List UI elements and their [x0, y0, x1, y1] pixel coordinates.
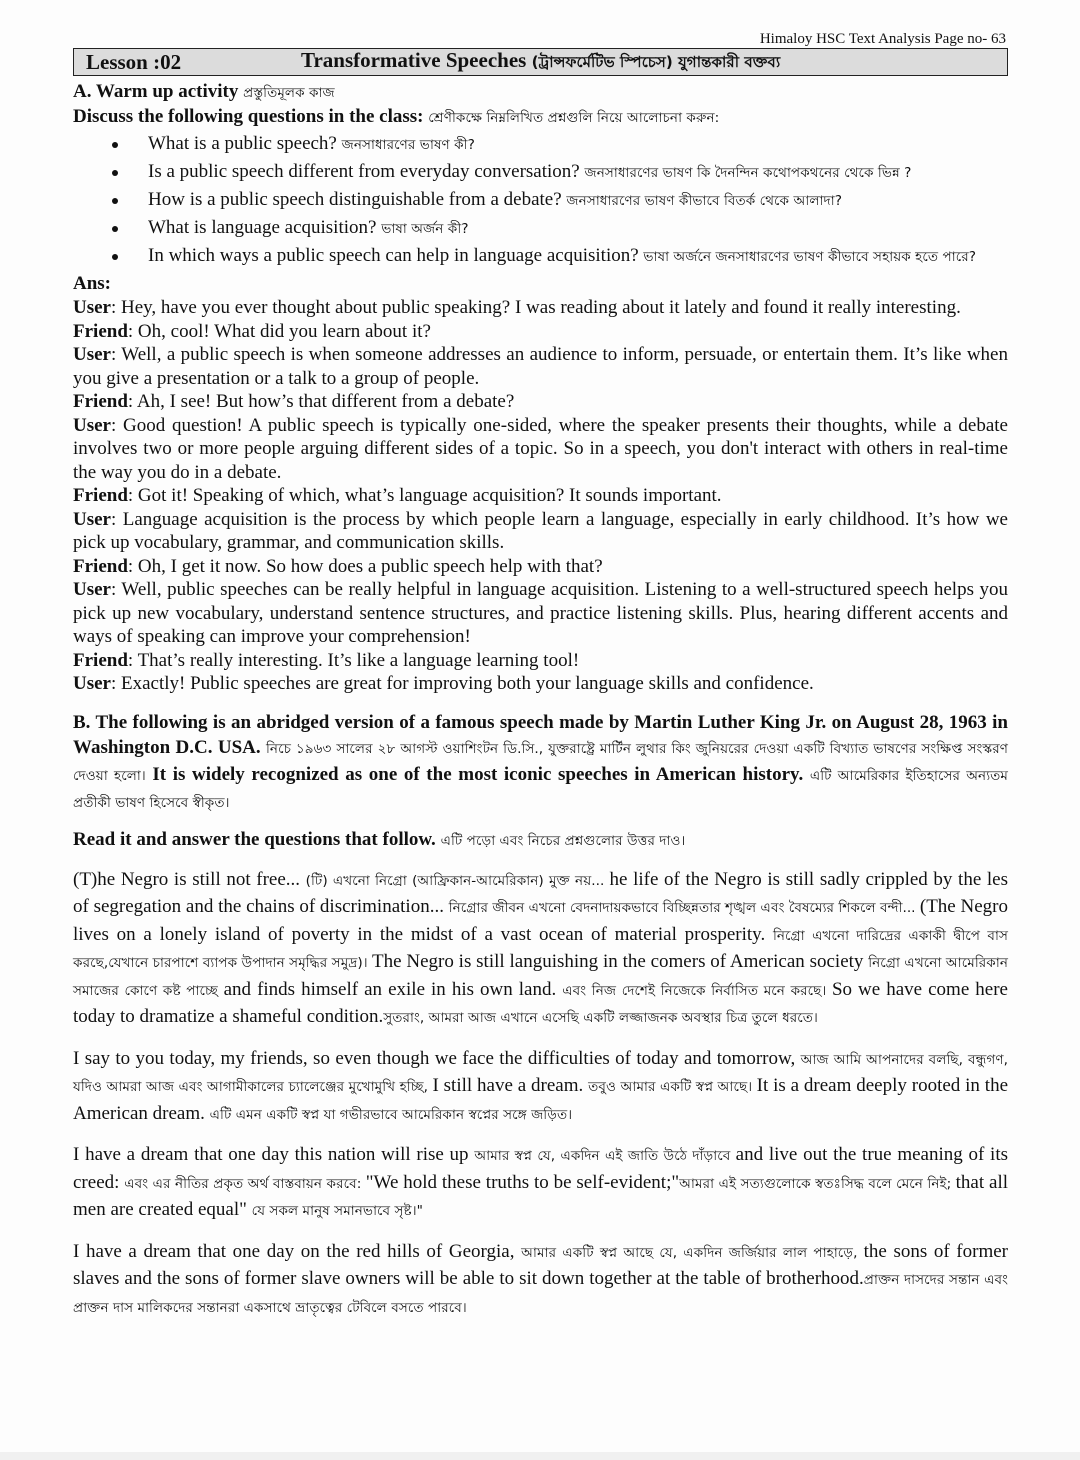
- dialogue-line: [73, 555, 1008, 579]
- speech-text-en: I say to you today, my friends, so even though we face the difficulties of today and tomorrow,: [73, 1047, 801, 1069]
- speech-text-bn: নিগ্রোর জীবন এখনো বেদনাদায়কভাবে বিচ্ছিন্নতার শৃঙ্খল এবং বৈষম্যের শিকলে বন্দী...: [448, 900, 920, 916]
- question-en: What is a public speech?: [148, 133, 337, 154]
- speaker-name: Friend: [73, 649, 128, 671]
- speech-text-en: and finds himself an exile in his own land.: [223, 978, 563, 1000]
- dialogue-line: [73, 484, 1008, 508]
- section-b-intro-bn-2: এটি আমেরিকার ইতিহাসের অন্যতম প্রতীকী ভাষণ হিসেবে স্বীকৃত।: [73, 767, 1009, 811]
- discuss-instruction-en: Discuss the following questions in the class:: [73, 106, 424, 127]
- question-item: [73, 244, 1008, 269]
- section-b-intro-en-1: B. The following is an abridged version of a famous speech made by Martin Luther King Jr. on August 28, 1963 in Washington D.C. USA.: [73, 711, 1008, 758]
- dialogue-line: [73, 508, 1008, 555]
- speech-text-en: I have a dream that one day this nation will rise up: [73, 1144, 475, 1165]
- speech-text-en: I have a dream that one day on the red hills of Georgia,: [73, 1240, 522, 1262]
- speech-text-bn: (টি) এখনো নিগ্রো (আফ্রিকান-আমেরিকান) মুক্ত নয়...: [305, 872, 610, 889]
- dialogue-text: : Oh, cool! What did you learn about it?: [127, 320, 431, 342]
- section-a-heading-bn: প্রস্তুতিমূলক কাজ: [243, 85, 335, 101]
- speaker-name: User: [73, 297, 111, 318]
- speech-text-bn: সুতরাং, আমরা আজ এখানে এসেছি একটি লজ্জাজনক অবস্থার চিত্র তুলে ধরতে।: [383, 1010, 818, 1026]
- section-b-intro-en-2: It is widely recognized as one of the most iconic speeches in American history.: [152, 763, 804, 785]
- speaker-name: User: [73, 673, 111, 694]
- lesson-title: [301, 48, 780, 76]
- speech-text-en: (The Negro lives on a lonely island of poverty in the midst of a vast ocean of material prosperity.: [73, 896, 1008, 945]
- question-bn: ভাষা অর্জনে জনসাধারণের ভাষণ কীভাবে সহায়ক হতে পারে?: [643, 249, 976, 265]
- question-bn: ভাষা অর্জন কী?: [381, 221, 469, 237]
- bullet-icon: [112, 142, 118, 148]
- question-item: [73, 132, 1008, 157]
- question-en: How is a public speech distinguishable from a debate?: [148, 189, 562, 210]
- question-list: [73, 132, 1008, 269]
- lesson-title-bn: (ট্রান্সফর্মেটিভ স্পিচেস) যুগান্তকারী বক্তব্য: [531, 53, 781, 71]
- speaker-name: User: [73, 344, 111, 365]
- speech-text-bn: আমার একটি স্বপ্ন আছে যে, একদিন জর্জিয়ার লাল পাহাড়ে,: [521, 1244, 864, 1261]
- bullet-icon: [112, 226, 118, 232]
- speech-text-en: "We hold these truths to be self-evident;": [365, 1171, 680, 1193]
- bullet-icon: [112, 254, 118, 260]
- speech-paragraph: [73, 1142, 1008, 1225]
- speech-text-bn: প্রাক্তন দাসদের সন্তান এবং প্রাক্তন দাস মালিকদের সন্তানরা একসাথে ভ্রাতৃত্বের টেবিলে বসতে পারবে।: [73, 1272, 1009, 1316]
- question-item: [73, 216, 1008, 241]
- speech-text-bn: আজ আমি আপনাদের বলছি, বন্ধুগণ, যদিও আমরা আজ এবং আগামীকালের চ্যালেঞ্জের মুখোমুখি হচ্ছি,: [73, 1051, 1008, 1095]
- speaker-name: User: [73, 579, 111, 600]
- speech-text-bn: তবুও আমার একটি স্বপ্ন আছে।: [588, 1079, 757, 1095]
- speech-text-bn: নিগ্রো এখনো দারিদ্রের একাকী দ্বীপে বাস করছে,যেখানে চারপাশে ব্যাপক উপাদান সমৃদ্ধির সমুদ্র)।: [73, 927, 1008, 971]
- question-en: What is language acquisition?: [148, 217, 377, 238]
- dialogue-line: [73, 649, 1008, 673]
- lesson-number: Lesson :02: [86, 49, 182, 74]
- dialogue-line: [73, 578, 1008, 649]
- dialogue-text: : Well, a public speech is when someone addresses an audience to inform, persuade, or entertain them. It’s like when you give a presentation or a talk to a group of people.: [73, 344, 1008, 389]
- section-speech-intro: [73, 710, 1008, 816]
- speech-text: [73, 867, 1008, 1322]
- speech-text-bn: নিগ্রো এখনো আমেরিকান সমাজের কোণে কষ্ট পাচ্ছে: [73, 955, 1008, 999]
- question-bn: জনসাধারণের ভাষণ কী?: [341, 137, 475, 153]
- read-instruction: [73, 828, 1008, 853]
- speech-text-bn: আমরা এই সত্যগুলোকে স্বতঃসিদ্ধ বলে মেনে নিই;: [679, 1175, 956, 1192]
- speech-text-en: (T)he Negro is still not free...: [73, 868, 306, 890]
- speech-text-en: and live out the true meaning of its creed:: [73, 1144, 1009, 1193]
- dialogue-text: : Got it! Speaking of which, what’s language acquisition? It sounds important.: [127, 485, 722, 506]
- dialogue-line: [73, 320, 1008, 344]
- dialogue-text: : Good question! A public speech is typically one-sided, where the speaker presents their thoughts, while a debate involves two or more people arguing different sides of a topic. So in a speech, you don't interact with others in real-time the way you do in a debate.: [73, 414, 1008, 483]
- dialogue-line: [73, 343, 1008, 390]
- bottom-edge: [0, 1452, 1080, 1460]
- discuss-instruction: [73, 105, 1008, 130]
- discuss-instruction-bn: শ্রেণীকক্ষে নিম্নলিখিত প্রশ্নগুলি নিয়ে আলোচনা করুন:: [428, 110, 720, 126]
- speech-text-en: the sons of former slaves and the sons of former slave owners will be able to sit down together at the table of brotherhood.: [73, 1240, 1008, 1289]
- dialogue-line: [73, 672, 1008, 696]
- dialogue-line: [73, 414, 1008, 485]
- running-head: Himaloy HSC Text Analysis Page no- 63: [759, 31, 1006, 47]
- section-b-intro-bn-1: নিচে ১৯৬৩ সালের ২৮ আগস্ট ওয়াশিংটন ডি.সি., যুক্তরাষ্ট্রে মার্টিন লুথার কিং জুনিয়রের দেওয়া একটি বিখ্যাত ভাষণের সংক্ষিপ্ত সংস্করণ দেওয়া হলো।: [73, 740, 1009, 784]
- speaker-name: User: [73, 508, 111, 530]
- question-en: Is a public speech different from everyday conversation?: [148, 161, 580, 182]
- speaker-name: Friend: [73, 555, 128, 577]
- section-warm-up: [73, 80, 1008, 696]
- speech-text-en: The Negro is still languishing in the comers of American society: [372, 951, 869, 972]
- speech-text-en: he life of the Negro is still sadly crippled by the les of segregation and the chains of discrimination...: [73, 868, 1008, 917]
- dialogue-line: [73, 390, 1008, 414]
- document-page: [73, 30, 1008, 1321]
- section-a-heading-en: A. Warm up activity: [73, 81, 239, 102]
- answer-label: Ans:: [73, 273, 112, 294]
- dialogue: [73, 296, 1008, 696]
- speaker-name: Friend: [73, 320, 128, 342]
- dialogue-text: : Exactly! Public speeches are great for improving both your language skills and confidence.: [110, 673, 814, 694]
- speech-text-bn: এটি এমন একটি স্বপ্ন যা গভীরভাবে আমেরিকান স্বপ্নের সঙ্গে জড়িত।: [209, 1106, 573, 1123]
- read-instruction-bn: এটি পড়ো এবং নিচের প্রশ্নগুলোর উত্তর দাও।: [440, 832, 686, 849]
- bullet-icon: [112, 170, 118, 176]
- speech-paragraph: [73, 1046, 1008, 1129]
- read-instruction-en: Read it and answer the questions that follow.: [73, 828, 436, 850]
- speaker-name: Friend: [73, 485, 128, 506]
- bullet-icon: [112, 198, 118, 204]
- speech-text-en: that all men are created equal": [73, 1171, 1009, 1220]
- speech-text-bn: এবং নিজ দেশেই নিজেকে নির্বাসিত মনে করছে।: [562, 982, 832, 999]
- speech-paragraph: [73, 867, 1008, 1032]
- dialogue-text: : Well, public speeches can be really helpful in language acquisition. Listening to a well-structured speech helps you pick up new vocabulary, understand sentence structures, and practice listening skills. Plus, hearing different accents and ways of speaking can improve your comprehension!: [73, 579, 1008, 647]
- dialogue-line: [73, 296, 1008, 320]
- question-en: In which ways a public speech can help in language acquisition?: [148, 245, 639, 266]
- speech-text-bn: আমার স্বপ্ন যে, একদিন এই জাতি উঠে দাঁড়াবে: [474, 1148, 736, 1164]
- speaker-name: User: [73, 414, 111, 436]
- question-item: [73, 188, 1008, 213]
- speech-text-bn: এবং এর নীতির প্রকৃত অর্থ বাস্তবায়ন করবে:: [124, 1175, 366, 1192]
- dialogue-text: : Hey, have you ever thought about public speaking? I was reading about it lately and found it really interesting.: [110, 297, 961, 318]
- speech-paragraph: [73, 1239, 1008, 1322]
- speech-text-en: I still have a dream.: [432, 1075, 589, 1096]
- question-item: [73, 160, 1008, 185]
- dialogue-text: : Oh, I get it now. So how does a public speech help with that?: [127, 555, 603, 577]
- section-a-heading: [73, 80, 1008, 105]
- lesson-title-en: Transformative Speeches: [301, 48, 527, 72]
- speech-text-bn: যে সকল মানুষ সমানভাবে সৃষ্ট।": [251, 1203, 423, 1219]
- question-bn: জনসাধারণের ভাষণ কীভাবে বিতর্ক থেকে আলাদা?: [566, 193, 842, 209]
- lesson-header-box: [73, 48, 1008, 76]
- speaker-name: Friend: [73, 391, 128, 412]
- speech-text-en: It is a dream deeply rooted in the American dream.: [73, 1075, 1008, 1124]
- speech-text-en: So we have come here today to dramatize a shameful condition.: [73, 978, 1008, 1027]
- dialogue-text: : Language acquisition is the process by which people learn a language, especially in early childhood. It’s how we pick up vocabulary, grammar, and communication skills.: [73, 508, 1008, 553]
- question-bn: জনসাধারণের ভাষণ কি দৈনন্দিন কথোপকথনের থেকে ভিন্ন ?: [584, 165, 912, 181]
- dialogue-text: : That’s really interesting. It’s like a language learning tool!: [127, 649, 580, 671]
- dialogue-text: : Ah, I see! But how’s that different from a debate?: [127, 391, 515, 412]
